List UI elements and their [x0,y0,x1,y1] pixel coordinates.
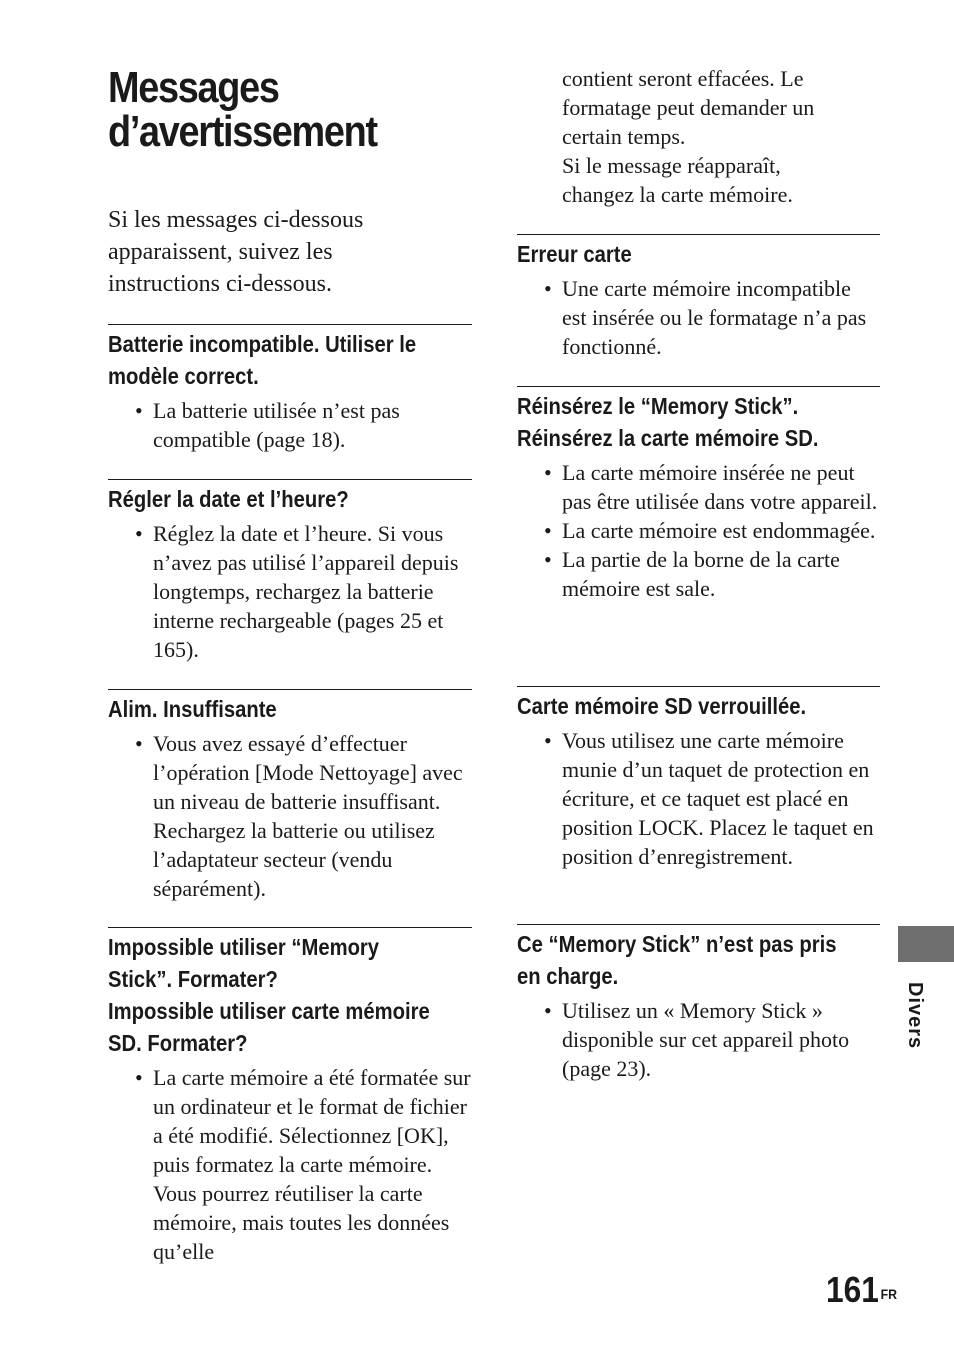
bullet-list [108,396,472,454]
section-erreur-carte [517,234,880,361]
chapter-tab-label: Divers [904,982,926,1050]
section-heading [517,387,881,454]
text-line: formatage peut demander un [562,95,815,120]
heading-line: Stick”. Formater? [108,966,278,992]
section-reinserez [517,386,880,603]
heading-line: Batterie incompatible. Utiliser le [108,331,417,357]
page-number-value: 161 [826,1269,879,1310]
text-line: certain temps. [562,124,686,149]
intro-paragraph: Si les messages ci-dessous apparaissent, suivez les instructions ci-dessous. [108,207,364,297]
list-item: • La carte mémoire a été formatée sur un ordinateur et le format de fichier a été modifié. Sélectionnez [OK], puis formatez la carte mémoire. Vous pourrez réutiliser la carte mémoire, mais toutes les données qu’elle [108,1063,472,1266]
list-item: • La batterie utilisée n’est pas compatible (page 18). [108,396,472,454]
section-regler-date [108,479,472,664]
bullet-list [108,519,472,664]
bullet-list [108,1063,472,1266]
heading-line: Impossible utiliser carte mémoire [108,998,430,1024]
page-language: FR [880,1286,898,1302]
continued-text [562,64,882,209]
section-carte-verrouillee [517,686,880,871]
heading-line: Alim. Insuffisante [108,696,277,722]
section-heading [108,928,473,1059]
heading-line: modèle correct. [108,363,259,389]
heading-line: Erreur carte [517,241,632,267]
section-heading [517,687,881,722]
section-heading [108,325,473,392]
list-item: • Utilisez un « Memory Stick » disponible sur cet appareil photo (page 23). [517,996,880,1083]
heading-line: Ce “Memory Stick” n’est pas pris [517,931,837,957]
text-line: changez la carte mémoire. [562,182,793,207]
heading-line: SD. Formater? [108,1030,248,1056]
section-alim-insuffisante [108,689,472,903]
list-item: • La partie de la borne de la carte mémoire est sale. [517,545,880,603]
page-title-line: Messages [108,63,279,112]
section-batterie-incompatible [108,324,472,454]
section-heading [108,480,473,515]
section-heading [517,925,881,992]
heading-line: Réinsérez le “Memory Stick”. [517,393,799,419]
bullet-list [517,458,880,603]
list-item: • Vous avez essayé d’effectuer l’opération [Mode Nettoyage] avec un niveau de batterie insuffisant. Rechargez la batterie ou utilisez l’adaptateur secteur (vendu séparément). [108,729,472,903]
bullet-list [108,729,472,903]
section-heading [108,690,473,725]
heading-line: Carte mémoire SD verrouillée. [517,693,807,719]
text-line: contient seront effacées. Le [562,66,804,91]
heading-line: en charge. [517,963,619,989]
bullet-list [517,726,880,871]
section-heading [517,235,881,270]
heading-line: Réinsérez la carte mémoire SD. [517,425,819,451]
section-memory-stick-non-pris [517,924,880,1083]
bullet-list [517,274,880,361]
text-line: Si le message réapparaît, [562,153,781,178]
heading-line: Régler la date et l’heure? [108,486,349,512]
page-number [826,1268,897,1312]
list-item: • Une carte mémoire incompatible est insérée ou le formatage n’a pas fonctionné. [517,274,880,361]
page-title [108,63,469,156]
list-item: • Vous utilisez une carte mémoire munie d’un taquet de protection en écriture, et ce taquet est placé en position LOCK. Placez le taquet en position d’enregistrement. [517,726,880,871]
list-item: • La carte mémoire insérée ne peut pas être utilisée dans votre appareil. [517,458,880,516]
chapter-tab [898,926,954,962]
section-impossible-utiliser [108,927,472,1266]
bullet-list [517,996,880,1083]
heading-line: Impossible utiliser “Memory [108,934,380,960]
page-title-line: d’avertissement [108,107,377,156]
list-item: • La carte mémoire est endommagée. [517,516,880,545]
list-item: • Réglez la date et l’heure. Si vous n’avez pas utilisé l’appareil depuis longtemps, rechargez la batterie interne rechargeable (pages 25 et 165). [108,519,472,664]
